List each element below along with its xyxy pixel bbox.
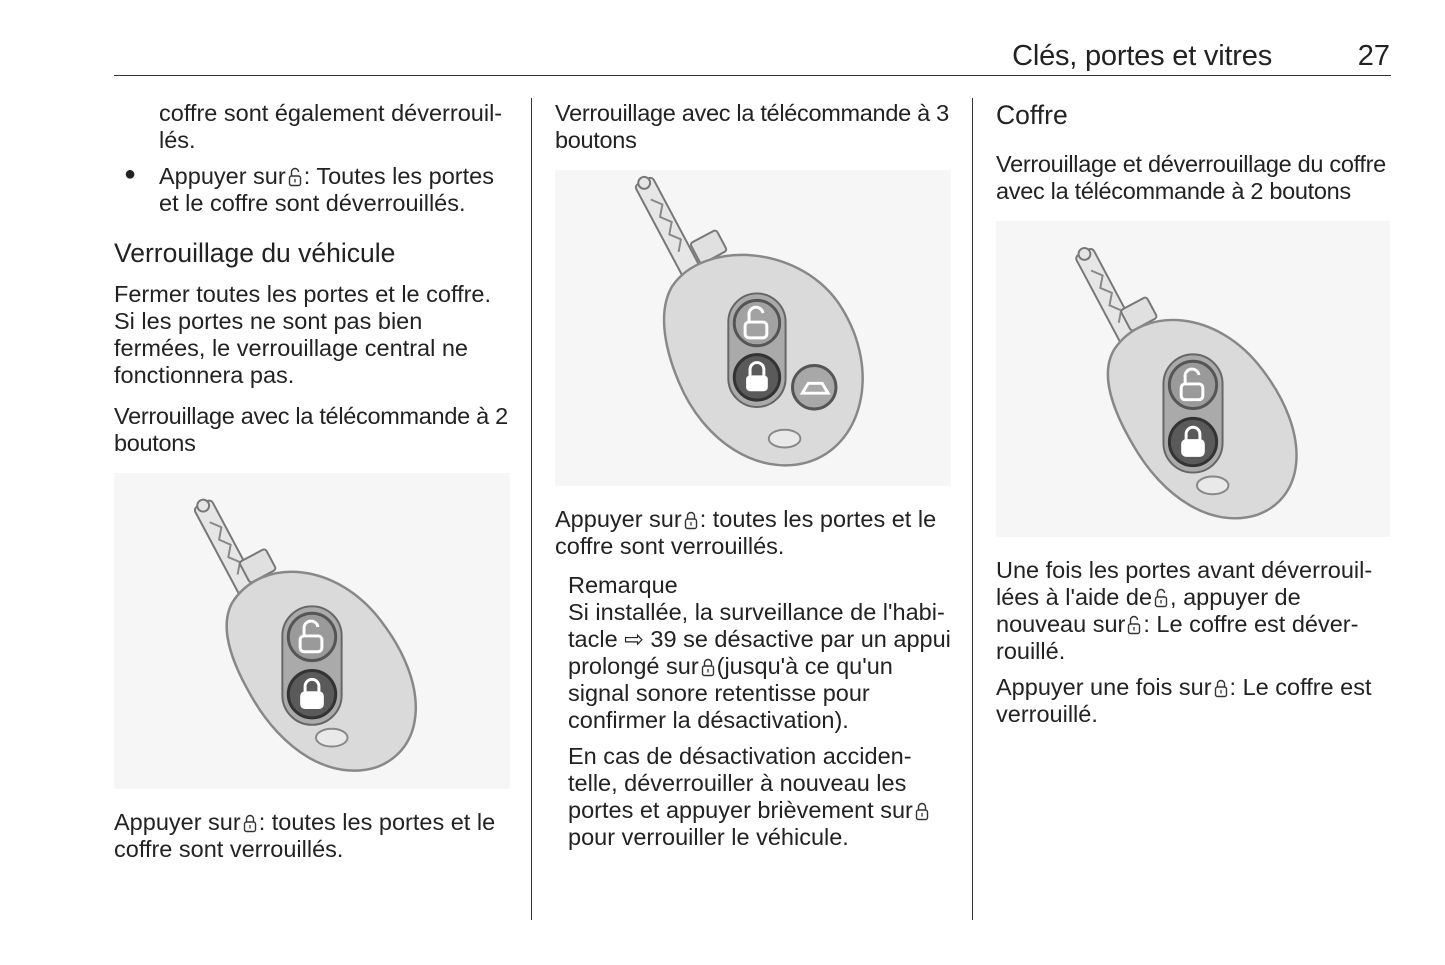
note-box — [555, 572, 955, 851]
note-p1-b: se désactive par un appui prolongé sur — [568, 626, 951, 679]
coffre-p1-b: , appuyer de nouveau sur — [996, 584, 1301, 637]
bullet-text — [114, 163, 514, 217]
lock-icon — [243, 813, 257, 833]
column-divider-1 — [531, 98, 532, 920]
bullet-pre: Appuyer sur — [159, 163, 286, 189]
caption-post: : toutes les portes et le coffre sont verrouillés. — [114, 809, 496, 862]
page-reference-arrow-icon: ⇨ — [624, 626, 644, 652]
figure-key-2-buttons — [114, 473, 510, 789]
paragraph-verrouillage: Fermer toutes les portes et le coffre. Si les portes ne sont pas bien fermées, le verrouillage central ne fonctionnera pas. — [114, 281, 492, 388]
unlock-icon — [288, 167, 302, 187]
coffre-p1-c: : Le coffre est déver-rouillé. — [996, 611, 1359, 664]
column-divider-2 — [972, 98, 973, 920]
bullet-post: : Toutes les portes et le coffre sont déverrouillés. — [159, 163, 494, 216]
column-1 — [114, 100, 514, 863]
lock-icon — [684, 510, 698, 530]
caption-pre: Appuyer sur — [114, 809, 241, 835]
caption-2-buttons — [114, 809, 514, 863]
key-fob-3-buttons-image — [555, 170, 951, 486]
page-number: 27 — [1357, 40, 1390, 72]
unlock-icon — [1127, 615, 1141, 635]
note-paragraph-1 — [568, 599, 955, 734]
figure-key-3-buttons — [555, 170, 951, 486]
coffre-p1-a: Une fois les portes avant déverrouil-lées à l'aide de — [996, 557, 1373, 610]
note-title: Remarque — [568, 572, 678, 598]
lock-icon — [915, 801, 929, 821]
page-reference-number: 39 — [650, 626, 677, 652]
key-fob-coffre-image — [996, 221, 1390, 537]
key-fob-2-buttons-image — [114, 473, 510, 789]
bullet-dot: ● — [124, 163, 137, 185]
subheading-coffre-2-buttons: Verrouillage et déverrouillage du coffre avec la télécommande à 2 boutons — [996, 151, 1386, 204]
column-3 — [996, 100, 1394, 728]
caption-3-buttons — [555, 506, 955, 560]
lock-icon — [1214, 678, 1228, 698]
note-paragraph-2 — [568, 743, 955, 851]
header-rule — [114, 75, 1391, 76]
note-p1-c: (jusqu'à ce qu'un signal sonore retentisse pour confirmer la désactivation). — [568, 653, 893, 733]
lock-icon — [701, 657, 715, 677]
note-p2-a: En cas de désactivation acciden-telle, déverrouiller à nouveau les portes et appuyer brièvement sur — [568, 743, 913, 823]
coffre-p2-b: : Le coffre est verrouillé. — [996, 674, 1372, 727]
figure-key-coffre — [996, 221, 1390, 537]
paragraph-coffre-2 — [996, 674, 1394, 728]
subheading-2-buttons: Verrouillage avec la télécommande à 2 boutons — [114, 403, 508, 456]
column-2 — [555, 100, 955, 851]
subheading-3-buttons: Verrouillage avec la télécommande à 3 boutons — [555, 100, 949, 153]
section-heading-verrouillage: Verrouillage du véhicule — [114, 238, 396, 268]
coffre-p2-a: Appuyer une fois sur — [996, 674, 1212, 700]
paragraph-coffre-1 — [996, 557, 1394, 665]
caption-pre: Appuyer sur — [555, 506, 682, 532]
running-header-title: Clés, portes et vitres — [1012, 40, 1272, 72]
unlock-icon — [1154, 588, 1168, 608]
note-p2-b: pour verrouiller le véhicule. — [568, 824, 849, 850]
note-p1-a: Si installée, la surveillance de l'habi-tacle — [568, 599, 945, 652]
caption-post: : toutes les portes et le coffre sont verrouillés. — [555, 506, 937, 559]
continued-text: coffre sont également déverrouil-lés. — [159, 100, 503, 153]
bullet-item — [114, 163, 514, 217]
section-heading-coffre: Coffre — [996, 100, 1068, 130]
